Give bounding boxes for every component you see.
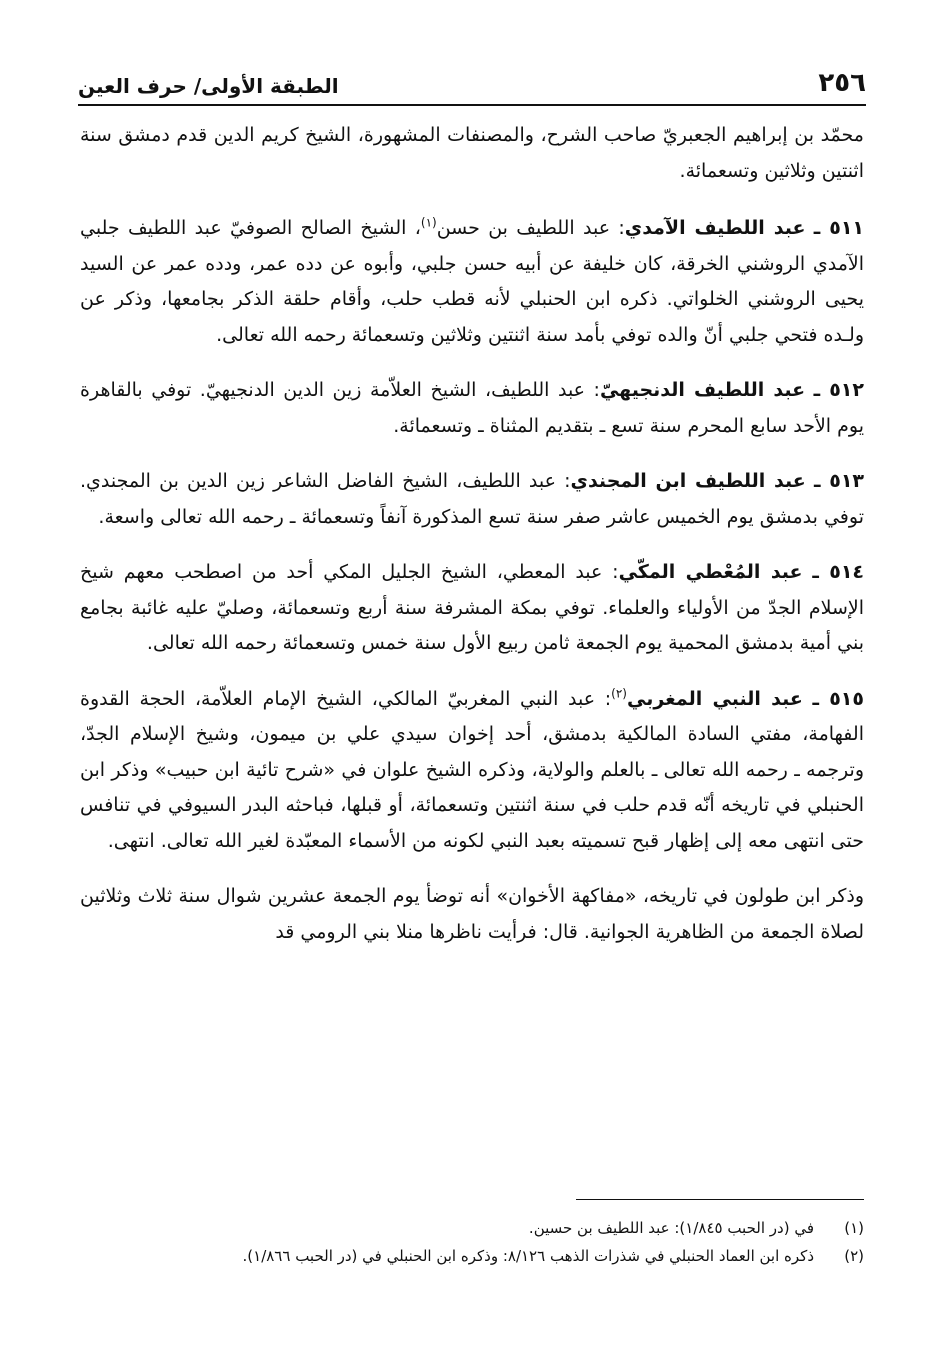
footnote-text: ذكره ابن العماد الحنبلي في شذرات الذهب ٨/١٢٦: وذكره ابن الحنبلي في (در الحبب ١/٨٦٦). — [242, 1247, 814, 1265]
entry-number: ٥١٤ ـ — [812, 561, 865, 583]
footnote-reference: (٢) — [611, 686, 627, 701]
footnote-mark: (١) — [844, 1219, 864, 1237]
entry-text: ، الشيخ الصالح الصوفيّ عبد اللطيف جلبي الآمدي الروشني الخرقة، كان خليفة عن أبيه حسن جلبي، وأبوه عن دده عمر، ودده عمر عن السيد يحيى الروشني الخلواتي. ذكره ابن الحنبلي لأنه قطب حلب، وأقام حلقة الذكر بجامعها، وذكر عن ولـده فتحي جلبي أنّ والده توفي بأمد سنة اثنتين وثلاثين وتسعمائة رحمه الله تعالى. — [80, 217, 864, 346]
entry-number: ٥١٣ ـ — [813, 470, 865, 492]
entry-name: عبد المُعْطي المكّي — [618, 561, 803, 583]
running-header — [78, 58, 866, 98]
entry-number: ٥١٢ ـ — [813, 379, 864, 401]
entry-514 — [80, 555, 864, 662]
entry-name: عبد اللطيف الدنجيهيّ — [599, 379, 806, 401]
entry-name: عبد اللطيف ابن المجندي — [570, 470, 806, 492]
intro-paragraph: محمّد بن إبراهيم الجعبريّ صاحب الشرح، والمصنفات المشهورة، الشيخ كريم الدين قدم دمشق سنة اثنتين وثلاثين وتسعمائة. — [80, 124, 864, 182]
entry-515 — [80, 682, 864, 860]
entry-text: : عبد المعطي، الشيخ الجليل المكي أحد من اصطحب معهم شيخ الإسلام الجدّ من الأولياء والعلماء. توفي بمكة المشرفة سنة أربع وتسعمائة، وصليّ عليه غائبة بجامع بني أمية بدمشق المحمية يوم الجمعة ثامن ربيع الأول سنة خمس وتسعمائة رحمه الله تعالى. — [80, 561, 864, 654]
footnote-reference: (١) — [420, 215, 437, 230]
footnote-rule — [576, 1199, 864, 1200]
entry-512 — [80, 373, 864, 444]
main-text — [80, 118, 864, 970]
page-number: ٢٥٦ — [818, 68, 866, 98]
entry-513 — [80, 464, 864, 535]
footnote-mark: (٢) — [844, 1247, 864, 1265]
footnote-1 — [80, 1214, 864, 1242]
footnote-text: في (در الحبب ١/٨٤٥): عبد اللطيف بن حسين. — [528, 1219, 814, 1237]
header-rule — [78, 104, 866, 106]
entry-number: ٥١١ ـ — [813, 217, 865, 239]
closing-paragraph: وذكر ابن طولون في تاريخه، «مفاكهة الأخوان» أنه توضأ يوم الجمعة عشرين شوال سنة ثلاث وثلاثين لصلاة الجمعة من الظاهرية الجوانية. قال: فرأيت ناظرها منلا بني الرومي قد — [80, 885, 864, 943]
entry-511 — [80, 211, 864, 353]
entry-number: ٥١٥ ـ — [812, 687, 864, 710]
entry-text: : عبد اللطيف، الشيخ الفاضل الشاعر زين الدين بن المجندي. توفي بدمشق يوم الخميس عاشر صفر سنة تسع المذكورة آنفاً وتسعمائة ـ رحمه الله تعالى واسعة. — [80, 470, 864, 528]
entry-text: : عبد النبي المغربيّ المالكي، الشيخ الإمام العلاّمة، الحجة القدوة الفهامة، مفتي السادة المالكية بدمشق، أحد إخوان سيدي علي بن ميمون، وشيخ الإسلام الجدّ، وترجمه ـ رحمه الله تعالى ـ بالعلم والولاية، وذكره الشيخ علوان في «شرح تائية ابن حبيب» وذكر ابن الحنبلي في تاريخه أنّه قدم حلب في سنة اثنتين وتسعمائة، أو قبلها، فباحثه البدر السيوفي في تنافس حتى انتهى معه إلى إظهار قبح تسميته بعبد النبي لكونه من الأسماء المعبّدة لغير الله تعالى. انتهى. — [80, 687, 864, 852]
footnote-2 — [80, 1242, 864, 1270]
entry-text-before-note: : عبد اللطيف بن حسن — [436, 217, 625, 239]
entry-name: عبد النبي المغربي — [626, 687, 803, 710]
footnotes — [80, 1214, 864, 1270]
running-title: الطبقة الأولى/ حرف العين — [78, 74, 339, 98]
entry-name: عبد اللطيف الآمدي — [624, 217, 806, 239]
entry-text: : عبد اللطيف، الشيخ العلاّمة زين الدين الدنجيهيّ. توفي بالقاهرة يوم الأحد سابع المحرم سنة تسع ـ بتقديم المثناة ـ وتسعمائة. — [80, 379, 864, 437]
